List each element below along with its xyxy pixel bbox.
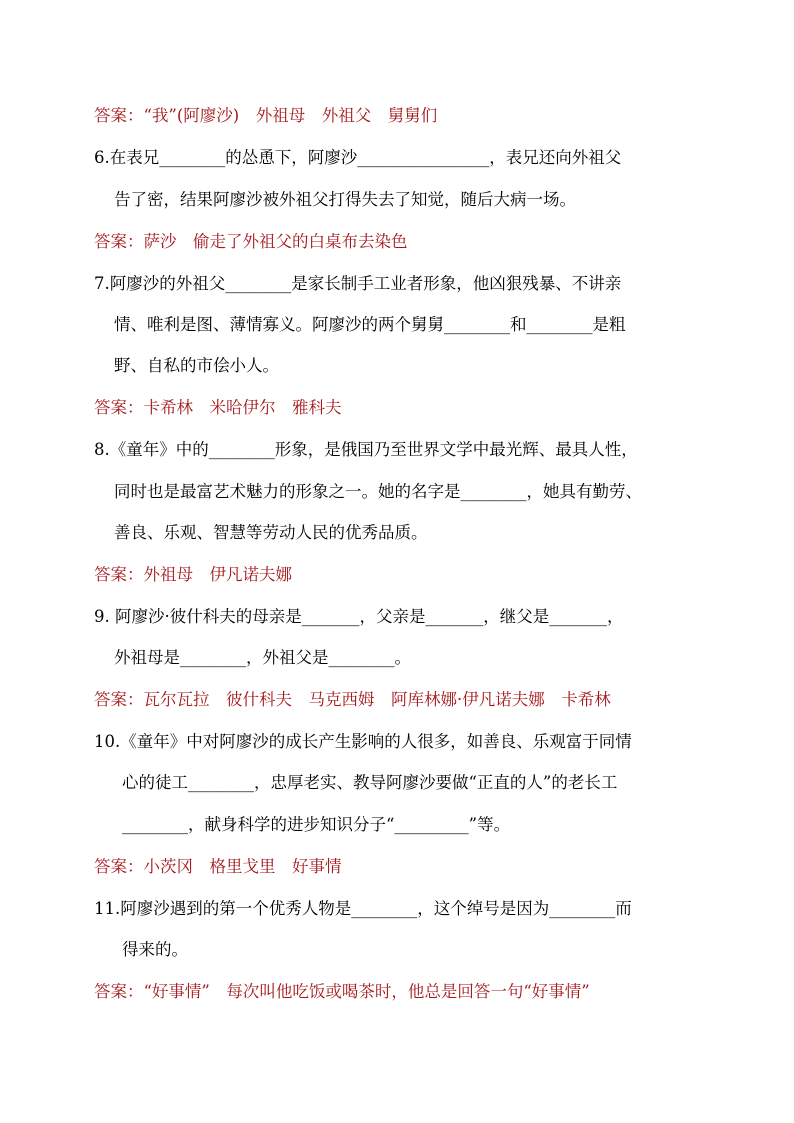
question-8: 8.《童年》中的________形象，是俄国乃至世界文学中最光辉、最具人性， <box>94 440 638 459</box>
question-6: 6.在表兄________的怂恿下，阿廖沙________________，表兄还向外祖父 <box>94 148 622 167</box>
answer-8: 答案：外祖母 伊凡诺夫娜 <box>94 565 292 584</box>
question-7-continued: 野、自私的市侩小人。 <box>114 356 279 375</box>
question-6-continued: 告了密，结果阿廖沙被外祖父打得失去了知觉，随后大病一场。 <box>114 190 576 209</box>
question-7: 7.阿廖沙的外祖父________是家长制手工业者形象，他凶狠残暴、不讲亲 <box>94 274 622 293</box>
answer-11: 答案：“好事情” 每次叫他吃饭或喝茶时，他总是回答一句“好事情” <box>94 982 590 1001</box>
question-10: 10.《童年》中对阿廖沙的成长产生影响的人很多，如善良、乐观富于同情 <box>94 732 632 751</box>
question-8-continued: 同时也是最富艺术魅力的形象之一。她的名字是________，她具有勤劳、 <box>114 482 642 501</box>
answer-9: 答案：瓦尔瓦拉 彼什科夫 马克西姆 阿库林娜·伊凡诺夫娜 卡希林 <box>94 690 611 709</box>
answer-6: 答案：萨沙 偷走了外祖父的白桌布去染色 <box>94 232 408 251</box>
answer-line: 答案：“我”(阿廖沙) 外祖母 外祖父 舅舅们 <box>94 106 438 125</box>
question-9-continued: 外祖母是________，外祖父是________。 <box>114 648 411 667</box>
answer-7: 答案：卡希林 米哈伊尔 雅科夫 <box>94 398 342 417</box>
question-10-continued: ________，献身科学的进步知识分子“_________”等。 <box>122 815 511 834</box>
question-7-continued: 情、唯利是图、薄情寡义。阿廖沙的两个舅舅________和________是粗 <box>114 315 626 334</box>
answer-10: 答案：小茨冈 格里戈里 好事情 <box>94 857 342 876</box>
question-10-continued: 心的徒工________，忠厚老实、教导阿廖沙要做“正直的人”的老长工 <box>122 773 618 792</box>
question-8-continued: 善良、乐观、智慧等劳动人民的优秀品质。 <box>114 523 428 542</box>
question-9: 9. 阿廖沙·彼什科夫的母亲是_______，父亲是_______，继父是_______， <box>94 607 624 626</box>
question-11-continued: 得来的。 <box>122 940 188 959</box>
question-11: 11.阿廖沙遇到的第一个优秀人物是________，这个绰号是因为________而 <box>94 899 632 918</box>
